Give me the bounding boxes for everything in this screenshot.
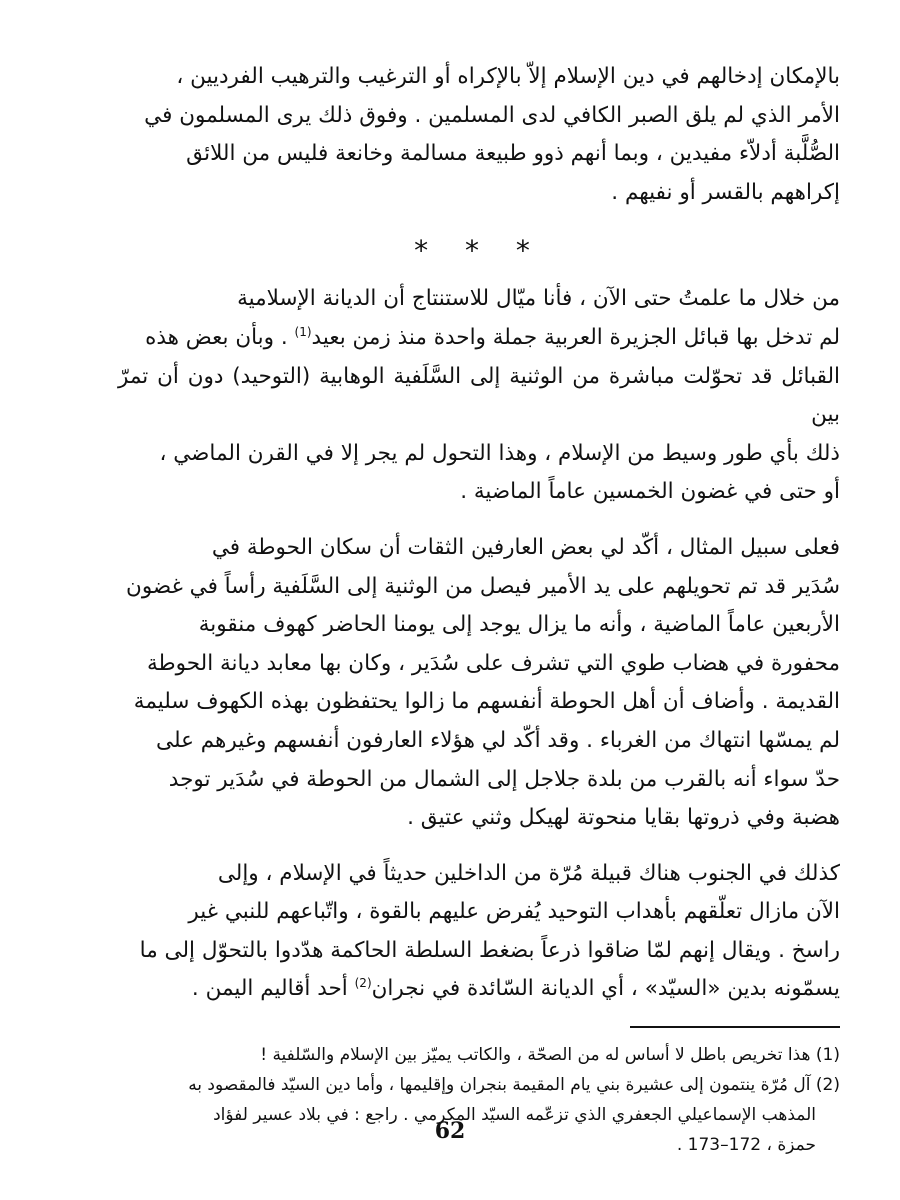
paragraph-1 [118, 58, 840, 212]
paragraph-line: سُدَير قد تم تحويلهم على يد الأمير فيصل من الوثنية إلى السَّلَفية رأساً في غضون [126, 573, 840, 599]
paragraph-line: كذلك في الجنوب هناك قبيلة مُرّة من الداخلين حديثاً في الإسلام ، وإلى [217, 860, 840, 886]
footnote-ref-2: (2) [354, 976, 372, 991]
section-separator: * * * [414, 234, 544, 268]
footnote-divider [630, 1026, 840, 1028]
paragraph-3 [118, 529, 840, 838]
paragraph-line: حدّ سواء أنه بالقرب من بلدة جلاجل إلى الشمال من الحوطة في سُدَير توجد [168, 766, 840, 792]
paragraph-2 [118, 280, 840, 512]
paragraph-line-text: أحد أقاليم اليمن . [191, 976, 355, 1002]
paragraph-line: بالإمكان إدخالهم في دين الإسلام إلاّ بالإكراه أو الترغيب والترهيب الفرديين ، [176, 64, 840, 89]
footnote-2-continuation: المذهب الإسماعيلي الجعفري الذي تزعّمه السيّد المكرمي . راجع : في بلاد عسير لفؤاد [213, 1105, 816, 1126]
footnote-2-continuation: حمزة ، 172–173 . [676, 1135, 816, 1156]
paragraph-line: لم يمسّها انتهاك من الغرباء . وقد أكّد لي هؤلاء العارفون أنفسهم وغيرهم على [156, 727, 840, 753]
paragraph-line: القديمة . وأضاف أن أهل الحوطة أنفسهم ما زالوا يحتفظون بهذه الكهوف سليمة [133, 689, 840, 715]
paragraph-line [118, 970, 840, 1009]
footnote-1 [118, 1040, 840, 1070]
paragraph-line: محفورة في هضاب طوي التي تشرف على سُدَير ، وكان بها معابد ديانة الحوطة [147, 650, 840, 676]
paragraph-line-text: . وبأن بعض هذه [145, 324, 295, 350]
paragraph-line: الأربعين عاماً الماضية ، وأنه ما يزال يوجد إلى يومنا الحاضر كهوف منقوبة [198, 612, 840, 638]
paragraph-line [118, 319, 840, 358]
paragraph-line: الآن مازال تعلّقهم بأهداب التوحيد يُفرض عليهم بالقوة ، واتّباعهم للنبي غير [188, 899, 840, 925]
footnote-text: هذا تخريص باطل لا أساس له من الصحّة ، والكاتب يميّز بين الإسلام والسّلفية ! [260, 1045, 811, 1066]
paragraph-line: ذلك بأي طور وسيط من الإسلام ، وهذا التحول لم يجر إلا في القرن الماضي ، [159, 440, 840, 466]
footnote-2 [118, 1070, 840, 1100]
book-page [118, 58, 840, 1160]
page-number: 62 [434, 1118, 466, 1144]
footnote-ref-1: (1) [294, 324, 312, 339]
paragraph-line-text: لم تدخل بها قبائل الجزيرة العربية جملة واحدة منذ زمن بعيد [311, 324, 840, 350]
paragraph-line: أو حتى في غضون الخمسين عاماً الماضية . [460, 479, 840, 505]
paragraph-line: إكراههم بالقسر أو نفيهم . [611, 179, 840, 205]
paragraph-line: من خلال ما علمتُ حتى الآن ، فأنا ميّال للاستنتاج أن الديانة الإسلامية [237, 286, 840, 312]
paragraph-line: فعلى سبيل المثال ، أكّد لي بعض العارفين الثقات أن سكان الحوطة في [211, 534, 840, 560]
paragraph-line-text: يسمّونه بدين «السيّد» ، أي الديانة السّائدة في نجران [371, 976, 840, 1002]
footnote-marker: (1) [815, 1045, 840, 1066]
paragraph-line: الأمر الذي لم يلق الصبر الكافي لدى المسلمين . وفوق ذلك يرى المسلمون في [144, 102, 840, 128]
footnote-text: آل مُرّة ينتمون إلى عشيرة بني يام المقيمة بنجران وإقليمها ، وأما دين السيّد فالمقصود به [188, 1075, 811, 1096]
paragraph-line: راسخ . ويقال إنهم لمّا ضاقوا ذرعاً بضغط السلطة الحاكمة هدّدوا بالتحوّل إلى ما [139, 937, 840, 963]
paragraph-line: القبائل قد تحوّلت مباشرة من الوثنية إلى السَّلَفية الوهابية (التوحيد) دون أن تمرّ بين [118, 363, 840, 428]
paragraph-line: هضبة وفي ذروتها بقايا منحوتة لهيكل وثني عتيق . [407, 805, 840, 831]
footnote-marker: (2) [815, 1075, 840, 1096]
paragraph-4 [118, 855, 840, 1009]
paragraph-line: الصُّلَّبة أدلاّء مفيدين ، وبما أنهم ذوو طبيعة مسالمة وخانعة فليس من اللائق [186, 141, 840, 167]
